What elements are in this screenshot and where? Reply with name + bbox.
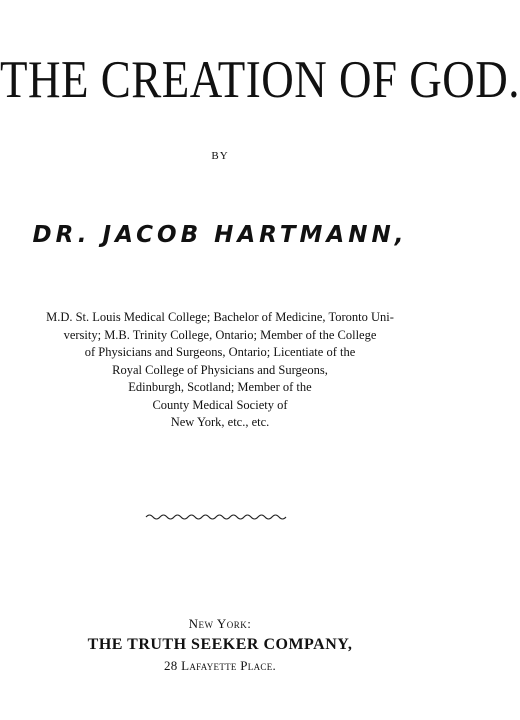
publisher-name: THE TRUTH SEEKER COMPANY,	[87, 636, 353, 653]
credentials-line: versity; M.B. Trinity College, Ontario; Member of the College	[63, 327, 377, 342]
credentials-line: County Medical Society of	[152, 397, 288, 412]
wavy-rule-ornament	[146, 513, 286, 521]
credentials-line: Edinburgh, Scotland; Member of the	[128, 380, 312, 394]
author-name: DR. JACOB HARTMANN,	[32, 222, 408, 248]
credentials-line: New York, etc., etc.	[170, 415, 270, 429]
by-line: BY	[211, 150, 229, 162]
credentials-line: Royal College of Physicians and Surgeons,	[112, 362, 328, 377]
publisher-city: New York:	[188, 616, 252, 631]
publisher-address: 28 Lafayette Place.	[163, 658, 277, 673]
book-title: THE CREATION OF GOD.	[0, 49, 520, 109]
publisher-block	[0, 614, 440, 676]
credentials-line: M.D. St. Louis Medical College; Bachelor of Medicine, Toronto Uni-	[46, 310, 394, 324]
credentials-line: of Physicians and Surgeons, Ontario; Licentiate of the	[84, 345, 356, 359]
author-credentials	[0, 309, 440, 432]
